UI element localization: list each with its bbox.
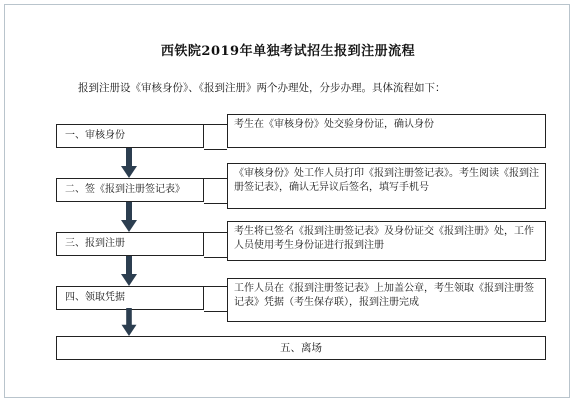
- step-4-label-box: [56, 286, 204, 310]
- step-3-label-box: [56, 232, 204, 256]
- step-1-detail: 考生在《审核身份》处交验身份证，确认身份: [234, 119, 434, 130]
- step-1-label: 一、审核身份: [65, 130, 125, 141]
- arrow-down-icon: [117, 202, 141, 232]
- step-1-label-box: [56, 124, 204, 148]
- step-4-detail: 工作人员在《报到注册签记表》上加盖公章，考生领取《报到注册签记表》凭据（考生保存联），报到注册完成: [234, 283, 534, 308]
- step-3-detail: 考生将已签名《报到注册签记表》及身份证交《报到注册》处，工作人员使用考生身份证进行报到注册: [234, 226, 534, 251]
- step-4-detail-box: [227, 278, 546, 322]
- arrow-down-icon: [117, 308, 141, 336]
- step-4-connector: [204, 286, 227, 312]
- arrow-down-icon: [117, 256, 141, 286]
- step-3-label: 三、报到注册: [65, 238, 125, 249]
- step-1-connector: [204, 124, 227, 150]
- page-title: 西铁院2019年单独考试招生报到注册流程: [160, 44, 416, 59]
- step-2-connector: [204, 178, 227, 204]
- step-2-label-box: [56, 178, 204, 202]
- final-step-box: [56, 336, 546, 360]
- step-2-detail: 《审核身份》处工作人员打印《报到注册签记表》。考生阅读《报到注册签记表》，确认无异议后签名，填写手机号: [234, 168, 539, 193]
- arrow-down-icon: [117, 148, 141, 178]
- intro-text: 报到注册设《审核身份》、《报到注册》两个办理处，分步办理。具体流程如下：: [78, 82, 446, 94]
- final-step-label: 五、离场: [280, 342, 322, 354]
- step-2-detail-box: [227, 163, 546, 209]
- step-3-connector: [204, 232, 227, 258]
- step-2-label: 二、签《报到注册签记表》: [65, 184, 185, 195]
- step-1-detail-box: [227, 114, 546, 148]
- step-3-detail-box: [227, 221, 546, 261]
- step-4-label: 四、领取凭据: [65, 292, 125, 303]
